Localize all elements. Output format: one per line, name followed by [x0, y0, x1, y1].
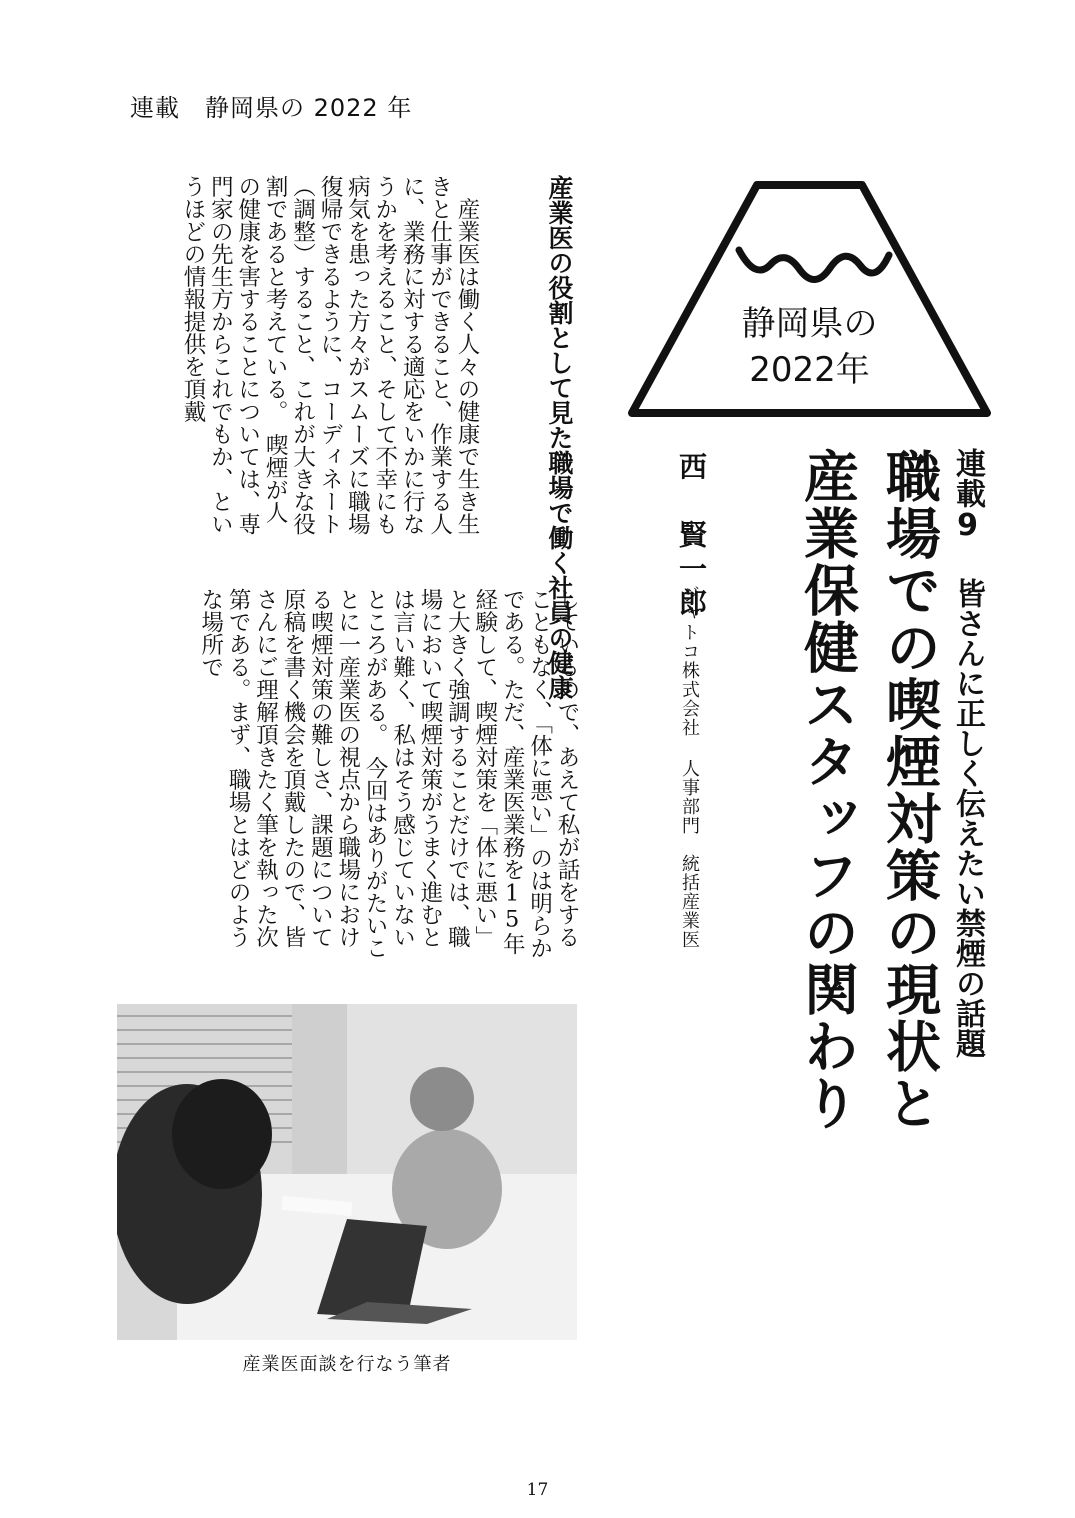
article-title: [760, 448, 950, 1132]
title-line-1: 職場での喫煙対策の現状と: [877, 448, 942, 1132]
body-text-lower: しているので、あえて私が話をすることもなく、「体に悪い」のは明らかである。ただ、産業医業務を15年経験して、喫煙対策を「体に悪い」と大きく強調することだけでは、職場において喫煙対策がうまく進むとは言い難く、私はそう感じていないところがある。 今回はありがたいことに一産業医の視点から職場における喫煙対策の難しさ、課題について原稿を書く機会を頂戴したので、皆さんにご理解頂きたく筆を執った次第である。まず、職場とはどのような場所で: [197, 588, 580, 960]
article-photo: [117, 1004, 577, 1340]
photo-caption: 産業医面談を行なう筆者: [242, 1354, 452, 1375]
title-line-2: 産業保健スタッフの関わり: [795, 448, 860, 1132]
interview-photo-image: [117, 1004, 577, 1340]
series-subtitle: 皆さんに正しく伝えたい禁煙の話題: [950, 578, 985, 1058]
author-affiliation: ジャトコ株式会社 人事部門 統括産業医: [679, 585, 700, 949]
series-number: 連載9: [950, 448, 985, 543]
author-name: 西 賢一郎: [675, 452, 708, 622]
running-head: 連載 静岡県の 2022 年: [130, 94, 413, 122]
emblem-text-line1: 静岡県の: [741, 304, 878, 344]
section-subheading: 産業医の役割として見た職場で働く社員の健康: [545, 175, 574, 700]
emblem-text-line2: 2022年: [749, 350, 870, 390]
page-number: 17: [526, 1480, 549, 1500]
series-heading: [950, 448, 984, 1058]
mount-fuji-emblem: [627, 170, 992, 420]
body-text-upper: 産業医は働く人々の健康で生き生きと仕事ができること、作業する人に、業務に対する適応をいかに行なうかを考えること、そして不幸にも病気を患った方々がスムーズに職場復帰できるように、コーディネート（調整）すること、これが大きな役割であると考えている。 喫煙が人の健康を害することについては、専門家の先生方からこれでもか、というほどの情報提供を頂戴: [179, 175, 480, 535]
